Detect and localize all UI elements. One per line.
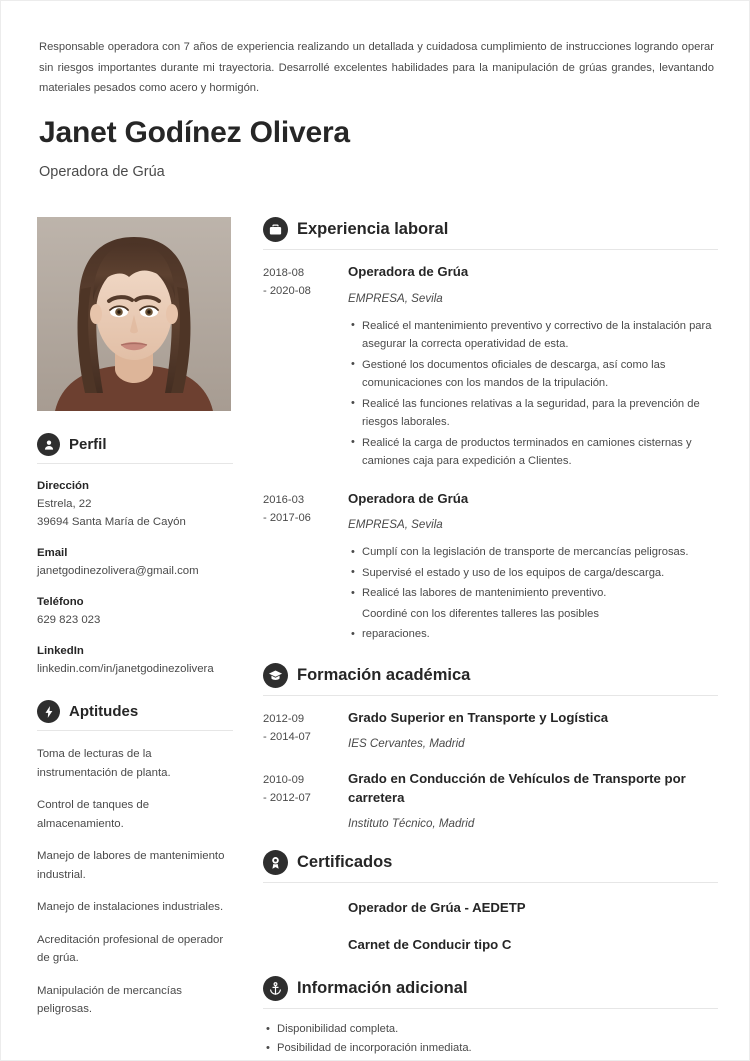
date-end: - 2012-07 [263, 792, 311, 804]
section-title-certificados: Certificados [297, 853, 393, 871]
entry-degree: Grado en Conducción de Vehículos de Transporte por carretera [348, 771, 686, 805]
section-title-experiencia: Experiencia laboral [297, 220, 449, 238]
entry-institution: IES Cervantes, Madrid [348, 737, 465, 750]
field-value: Estrela, 22 [37, 498, 92, 510]
section-title-formacion: Formación académica [297, 665, 471, 684]
sidebar-column [37, 217, 233, 1019]
profile-field-email [37, 545, 233, 580]
bullet-item: • Realicé la carga de productos terminados en camiones cisternas y camiones caja para expedición a Clientes. [362, 434, 718, 471]
certificate-name: Operador de Grúa - AEDETP [348, 900, 526, 915]
entry-body [348, 709, 718, 754]
date-end: - 2017-06 [263, 511, 311, 524]
entry-body [348, 263, 718, 473]
entry-date-range [263, 490, 348, 646]
candidate-name: Janet Godínez Olivera [39, 116, 350, 149]
field-value[interactable]: janetgodinezolivera@gmail.com [37, 565, 199, 577]
avatar [37, 217, 231, 411]
date-end: - 2020-08 [263, 285, 311, 297]
profile-field-telefono [37, 594, 233, 629]
section-header-experiencia [263, 217, 718, 249]
certificate-item [263, 899, 718, 917]
entry-organization: EMPRESA, Sevila [348, 518, 443, 531]
field-label: LinkedIn [37, 645, 84, 657]
entry-role: Operadora de Grúa [348, 490, 469, 506]
field-label: Teléfono [37, 596, 84, 608]
entry-role: Operadora de Grúa [348, 264, 469, 279]
field-value: 39694 Santa María de Cayón [37, 516, 186, 528]
briefcase-icon [263, 217, 288, 242]
professional-summary: Responsable operadora con 7 años de experiencia realizando un detallada y cuidadosa cumplimiento de instrucciones logrando operar sin riesgos importantes durante mi trayectoria. Desarrollé excelentes habilidades para la manipulación de grúas grandes, levantando materiales pesados como acero y hormigón. [39, 41, 714, 94]
list-item: • Disponibilidad completa. [277, 1020, 718, 1039]
education-entry [263, 709, 718, 754]
section-title-aptitudes: Aptitudes [69, 703, 139, 720]
section-header-perfil [37, 433, 233, 463]
entry-date-range [263, 770, 348, 833]
experience-entry [263, 263, 718, 473]
profile-field-direccion [37, 478, 233, 531]
section-divider [263, 249, 718, 250]
entry-body [348, 770, 718, 833]
list-item: Manejo de labores de mantenimiento industrial. [37, 850, 225, 881]
section-divider [37, 730, 233, 731]
certificate-item [263, 936, 718, 954]
list-item: Control de tanques de almacenamiento. [37, 799, 150, 830]
date-start: 2012-09 [263, 712, 305, 725]
bullet-item: • Gestioné los documentos oficiales de descarga, así como las comunicaciones con los mandos de la tripulación. [362, 356, 718, 393]
bullet-item: • reparaciones. [362, 625, 718, 644]
section-divider [263, 695, 718, 696]
profile-field-linkedin [37, 643, 233, 678]
section-experiencia-laboral [263, 217, 718, 646]
certificate-name: Carnet de Conducir tipo C [348, 937, 512, 952]
anchor-icon [263, 976, 288, 1001]
entry-degree: Grado Superior en Transporte y Logística [348, 709, 609, 725]
section-divider [37, 463, 233, 464]
bullet-item: • Cumplí con la legislación de transporte de mercancías peligrosas. [362, 543, 718, 562]
section-header-certificados [263, 850, 718, 882]
entry-bullet-list [348, 317, 718, 471]
section-certificados [263, 850, 718, 954]
award-ribbon-icon [263, 850, 288, 875]
entry-body [348, 490, 718, 646]
list-item: Toma de lecturas de la instrumentación de planta. [37, 748, 171, 779]
list-item: Manipulación de mercancías peligrosas. [37, 984, 182, 1015]
entry-bullet-list [348, 543, 718, 644]
section-header-informacion [263, 976, 718, 1008]
bullet-item: • Supervisé el estado y uso de los equipos de carga/descarga. [362, 564, 718, 583]
field-label: Dirección [37, 480, 89, 492]
entry-institution: Instituto Técnico, Madrid [348, 817, 475, 830]
section-informacion-adicional [263, 976, 718, 1058]
bullet-item-continuation: Coordiné con los diferentes talleres las posibles [362, 607, 599, 620]
section-aptitudes [37, 700, 233, 1019]
entry-organization: EMPRESA, Sevila [348, 291, 443, 305]
section-title-perfil: Perfil [69, 436, 107, 453]
education-entry [263, 770, 718, 833]
section-divider [263, 882, 718, 883]
section-header-formacion [263, 663, 718, 695]
list-item: Manejo de instalaciones industriales. [37, 901, 224, 913]
list-item: • Posibilidad de incorporación inmediata. [277, 1039, 718, 1058]
date-start: 2016-03 [263, 493, 305, 506]
bullet-item: • Realicé el mantenimiento preventivo y correctivo de la instalación para asegurar la correcta operatividad de esta. [362, 317, 718, 354]
section-header-aptitudes [37, 700, 233, 730]
entry-date-range [263, 263, 348, 473]
date-end: - 2014-07 [263, 730, 311, 743]
lightning-bolt-icon [37, 700, 60, 723]
section-title-informacion: Información adicional [297, 979, 468, 997]
section-formacion-academica [263, 663, 718, 834]
date-start: 2018-08 [263, 267, 305, 279]
experience-entry [263, 490, 718, 646]
graduation-cap-icon [263, 663, 288, 688]
list-item: Acreditación profesional de operador de grúa. [37, 933, 224, 964]
candidate-job-title: Operadora de Grúa [39, 164, 165, 180]
section-perfil [37, 433, 233, 678]
additional-info-list [263, 1020, 718, 1058]
field-value[interactable]: 629 823 023 [37, 614, 101, 626]
section-divider [263, 1008, 718, 1009]
field-value[interactable]: linkedin.com/in/janetgodinezolivera [37, 663, 214, 675]
bullet-item: • Realicé las labores de mantenimiento preventivo. [362, 584, 718, 603]
entry-date-range [263, 709, 348, 754]
main-column [263, 217, 718, 1058]
bullet-item: • Realicé las funciones relativas a la seguridad, para la prevención de riesgos laborales. [362, 395, 718, 432]
field-label: Email [37, 547, 68, 559]
date-start: 2010-09 [263, 774, 305, 786]
user-icon [37, 433, 60, 456]
